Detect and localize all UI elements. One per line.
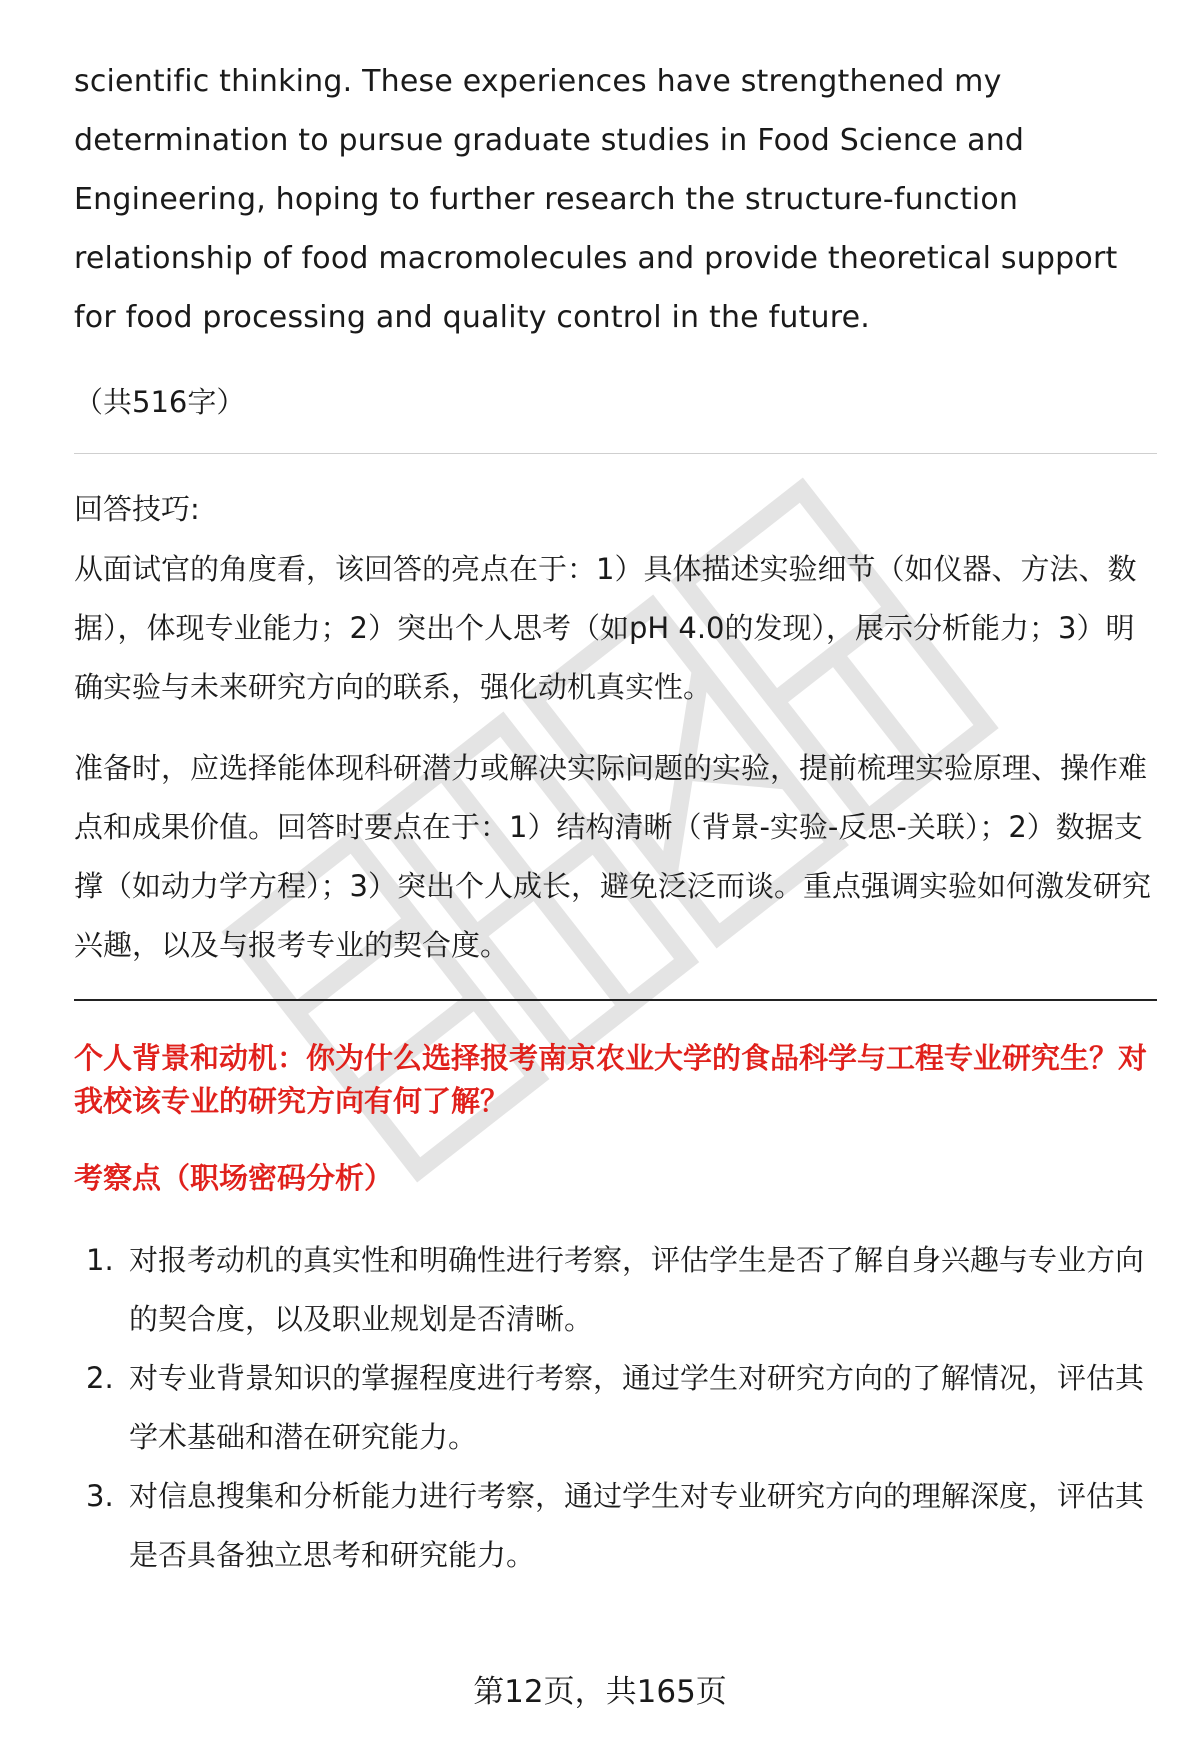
page-number-footer: 第12页，共165页 xyxy=(473,1674,727,1710)
word-count: （共516字） xyxy=(74,385,246,419)
list-item xyxy=(74,1467,1157,1585)
list-item-number: 2. xyxy=(86,1361,114,1395)
tips-paragraph-1: 从面试官的角度看，该回答的亮点在于：1）具体描述实验细节（如仪器、方法、数据），体现专业能力；2）突出个人思考（如pH 4.0的发现），展示分析能力；3）明确实验与未来研究方向的联系，强化动机真实性。 xyxy=(74,552,1137,704)
list-item-text: 对报考动机的真实性和明确性进行考察，评估学生是否了解自身兴趣与专业方向的契合度，以及职业规划是否清晰。 xyxy=(129,1243,1145,1336)
document-page xyxy=(74,0,1157,1585)
assessment-heading: 考察点（职场密码分析） xyxy=(74,1161,394,1195)
question-section xyxy=(74,1037,1157,1585)
tips-paragraph-2: 准备时，应选择能体现科研潜力或解决实际问题的实验，提前梳理实验原理、操作难点和成果价值。回答时要点在于：1）结构清晰（背景-实验-反思-关联）；2）数据支撑（如动力学方程）；3）突出个人成长，避免泛泛而谈。重点强调实验如何激发研究兴趣，以及与报考专业的契合度。 xyxy=(74,751,1151,962)
question-divider xyxy=(74,999,1157,1001)
list-item xyxy=(74,1231,1157,1349)
list-item-text: 对专业背景知识的掌握程度进行考察，通过学生对研究方向的了解情况，评估其学术基础和潜在研究能力。 xyxy=(129,1361,1145,1454)
assessment-points-list xyxy=(74,1231,1157,1585)
list-item-number: 3. xyxy=(86,1479,114,1513)
list-item xyxy=(74,1349,1157,1467)
answer-tips-section xyxy=(74,484,1157,975)
intro-paragraph: scientific thinking. These experiences have strengthened my determination to pursue graduate studies in Food Science and Engineering, hoping to further research the structure-function relationship of food macromolecules and provide theoretical support for food processing and quality control in the future. xyxy=(74,64,1118,335)
list-item-number: 1. xyxy=(86,1243,114,1277)
question-title: 个人背景和动机：你为什么选择报考南京农业大学的食品科学与工程专业研究生？对我校该专业的研究方向有何了解？ xyxy=(74,1041,1148,1118)
section-divider xyxy=(74,453,1157,454)
list-item-text: 对信息搜集和分析能力进行考察，通过学生对专业研究方向的理解深度，评估其是否具备独立思考和研究能力。 xyxy=(129,1479,1145,1572)
tips-heading: 回答技巧: xyxy=(74,492,200,526)
